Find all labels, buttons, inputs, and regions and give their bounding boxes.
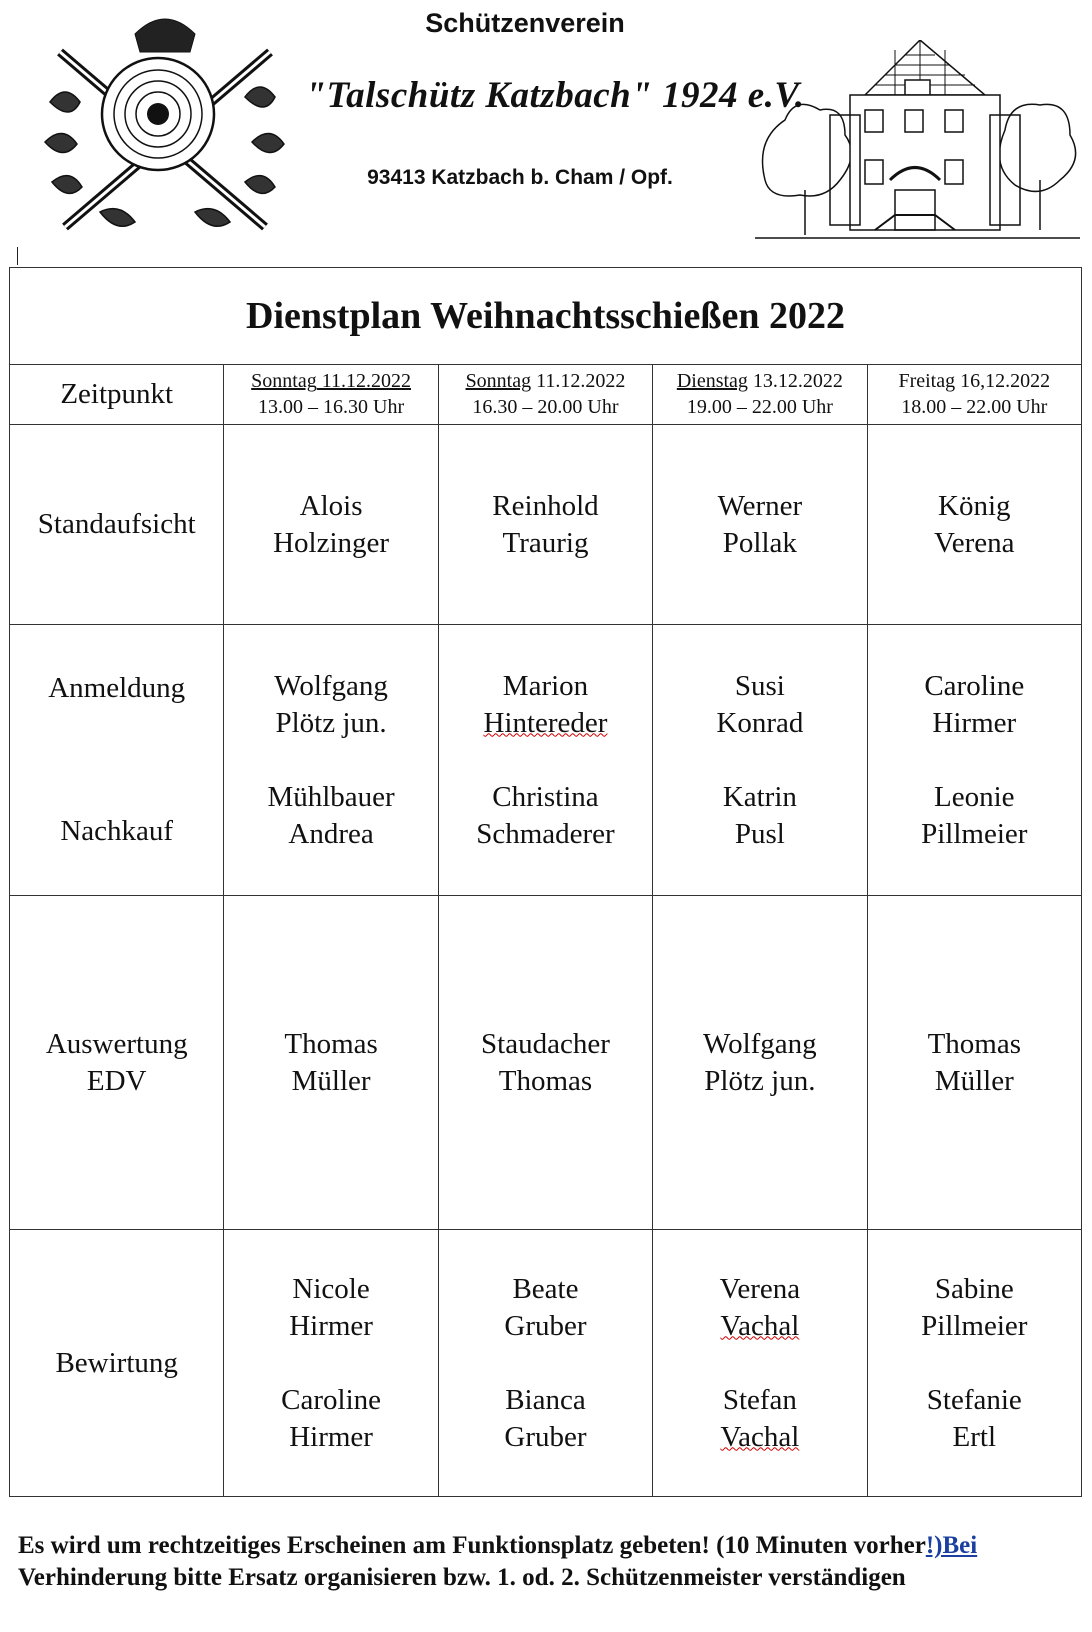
duty-cell: Sabine Pillmeier Stefanie Ertl	[867, 1230, 1081, 1497]
duty-cell: Reinhold Traurig	[438, 425, 652, 625]
club-emblem-icon	[40, 12, 290, 247]
duty-cell: Beate Gruber Bianca Gruber	[438, 1230, 652, 1497]
club-name: Schützenverein	[425, 8, 625, 38]
column-header: Freitag 16,12.2022 18.00 – 22.00 Uhr	[867, 364, 1081, 424]
column-header: Sonntag 11.12.2022 16.30 – 20.00 Uhr	[438, 364, 652, 424]
footer-note: Es wird um rechtzeitiges Erscheinen am Funktionsplatz gebeten! (10 Minuten vorher!)Bei Verhinderung bitte Ersatz organisieren bzw. 1. od. 2. Schützenmeister verständigen	[18, 1532, 978, 1591]
duty-cell: Thomas Müller	[867, 896, 1081, 1230]
column-header: Sonntag 11.12.2022 13.00 – 16.30 Uhr	[224, 364, 438, 424]
role-label: Anmeldung Nachkauf	[10, 625, 224, 896]
role-label: Bewirtung	[10, 1230, 224, 1497]
table-row	[10, 625, 1082, 896]
duty-cell: Nicole Hirmer Caroline Hirmer	[224, 1230, 438, 1497]
page-title: Dienstplan Weihnachtsschießen 2022	[10, 268, 1082, 365]
duty-cell: Staudacher Thomas	[438, 896, 652, 1230]
column-header: Dienstag 13.12.2022 19.00 – 22.00 Uhr	[653, 364, 867, 424]
time-label: Zeitpunkt	[10, 364, 224, 424]
clubhouse-icon	[755, 40, 1080, 250]
table-row	[10, 896, 1082, 1230]
club-full-name: "Talschütz Katzbach" 1924 e.V.	[305, 75, 805, 116]
role-label: Standaufsicht	[10, 425, 224, 625]
table-row	[10, 425, 1082, 625]
role-label: Auswertung EDV	[10, 896, 224, 1230]
duty-cell: Wolfgang Plötz jun.	[653, 896, 867, 1230]
duty-cell: Wolfgang Plötz jun. Mühlbauer Andrea	[224, 625, 438, 896]
duty-cell: Werner Pollak	[653, 425, 867, 625]
duty-cell: Verena Vachal Stefan Vachal	[653, 1230, 867, 1497]
footer-link[interactable]: !)Bei	[925, 1532, 978, 1559]
club-address: 93413 Katzbach b. Cham / Opf.	[367, 166, 673, 189]
duty-cell: König Verena	[867, 425, 1081, 625]
text-cursor	[17, 247, 18, 265]
duty-cell: Alois Holzinger	[224, 425, 438, 625]
duty-cell: Thomas Müller	[224, 896, 438, 1230]
duty-roster-table	[9, 267, 1082, 1497]
table-row	[10, 1230, 1082, 1497]
table-header-row	[10, 364, 1082, 424]
duty-cell: Caroline Hirmer Leonie Pillmeier	[867, 625, 1081, 896]
duty-cell: Marion Hintereder Christina Schmaderer	[438, 625, 652, 896]
duty-cell: Susi Konrad Katrin Pusl	[653, 625, 867, 896]
